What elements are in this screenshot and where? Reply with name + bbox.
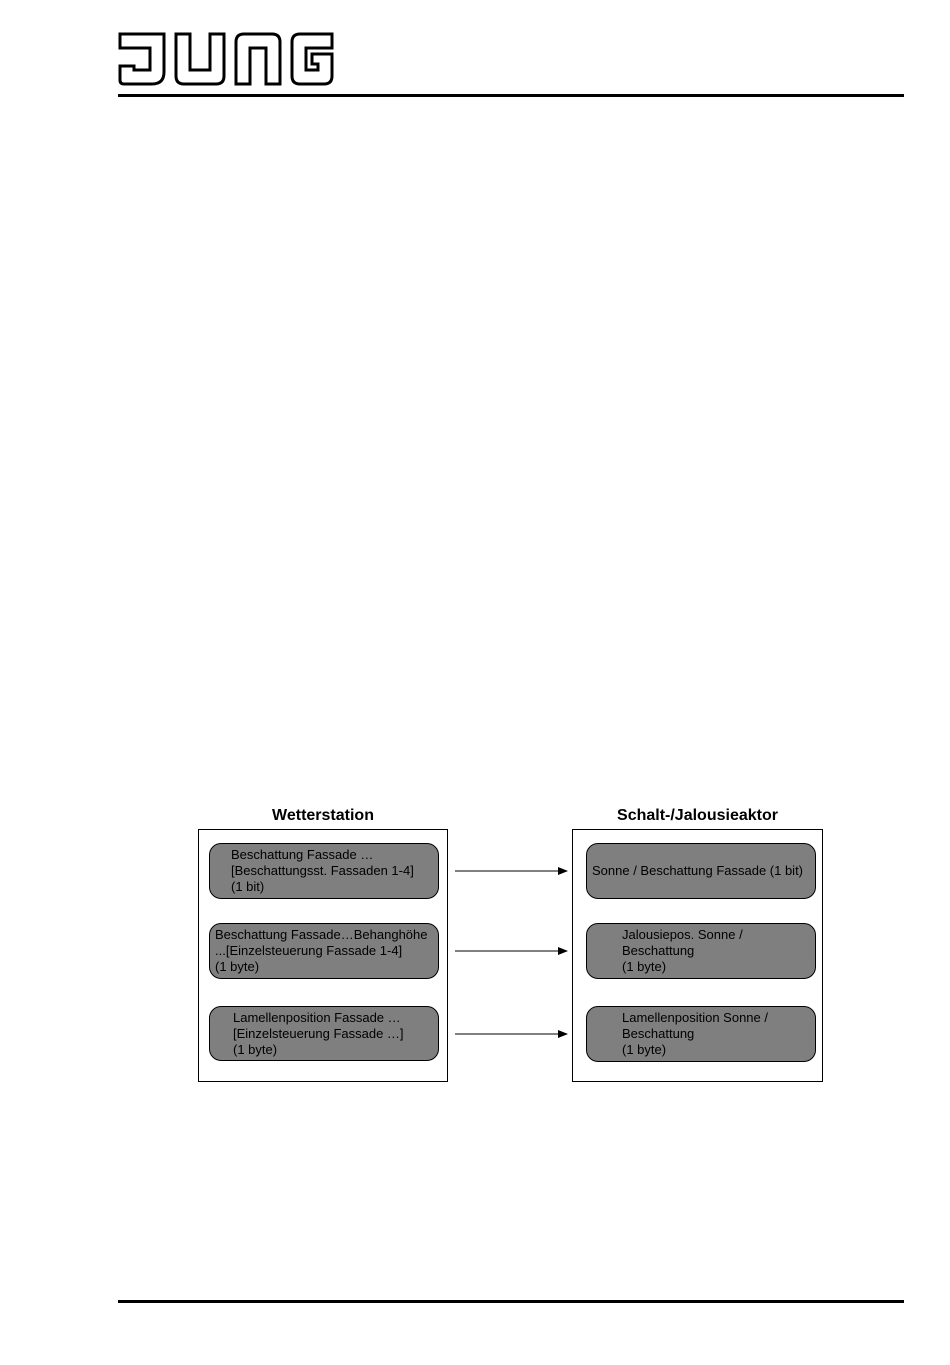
- object-line: [Einzelsteuerung Fassade …]: [233, 1025, 404, 1041]
- object-line: Beschattung Fassade…Behanghöhe: [215, 927, 428, 942]
- object-line: Jalousiepos. Sonne /: [622, 927, 743, 942]
- object-line: (1 byte): [622, 1042, 667, 1057]
- object-line: Lamellenposition Fassade …: [233, 1009, 401, 1025]
- object-line: Beschattung: [622, 1026, 695, 1041]
- jalousieaktor-title: Schalt-/Jalousieaktor: [617, 807, 778, 824]
- object-line: (1 byte): [233, 1041, 278, 1057]
- object-line: Beschattung Fassade …: [231, 847, 374, 862]
- object-line: (1 bit): [231, 879, 265, 894]
- object-line: [Beschattungsst. Fassaden 1-4]: [231, 863, 414, 878]
- object-line: Sonne / Beschattung Fassade (1 bit): [592, 863, 804, 878]
- object-line: (1 byte): [622, 959, 667, 974]
- object-line: Beschattung: [622, 943, 695, 958]
- object-line: ...[Einzelsteuerung Fassade 1-4]: [215, 943, 403, 958]
- footer-rule: [118, 1300, 904, 1303]
- wetterstation-title: Wetterstation: [272, 807, 374, 824]
- object-line: Lamellenposition Sonne /: [622, 1010, 768, 1025]
- object-line: (1 byte): [215, 959, 260, 974]
